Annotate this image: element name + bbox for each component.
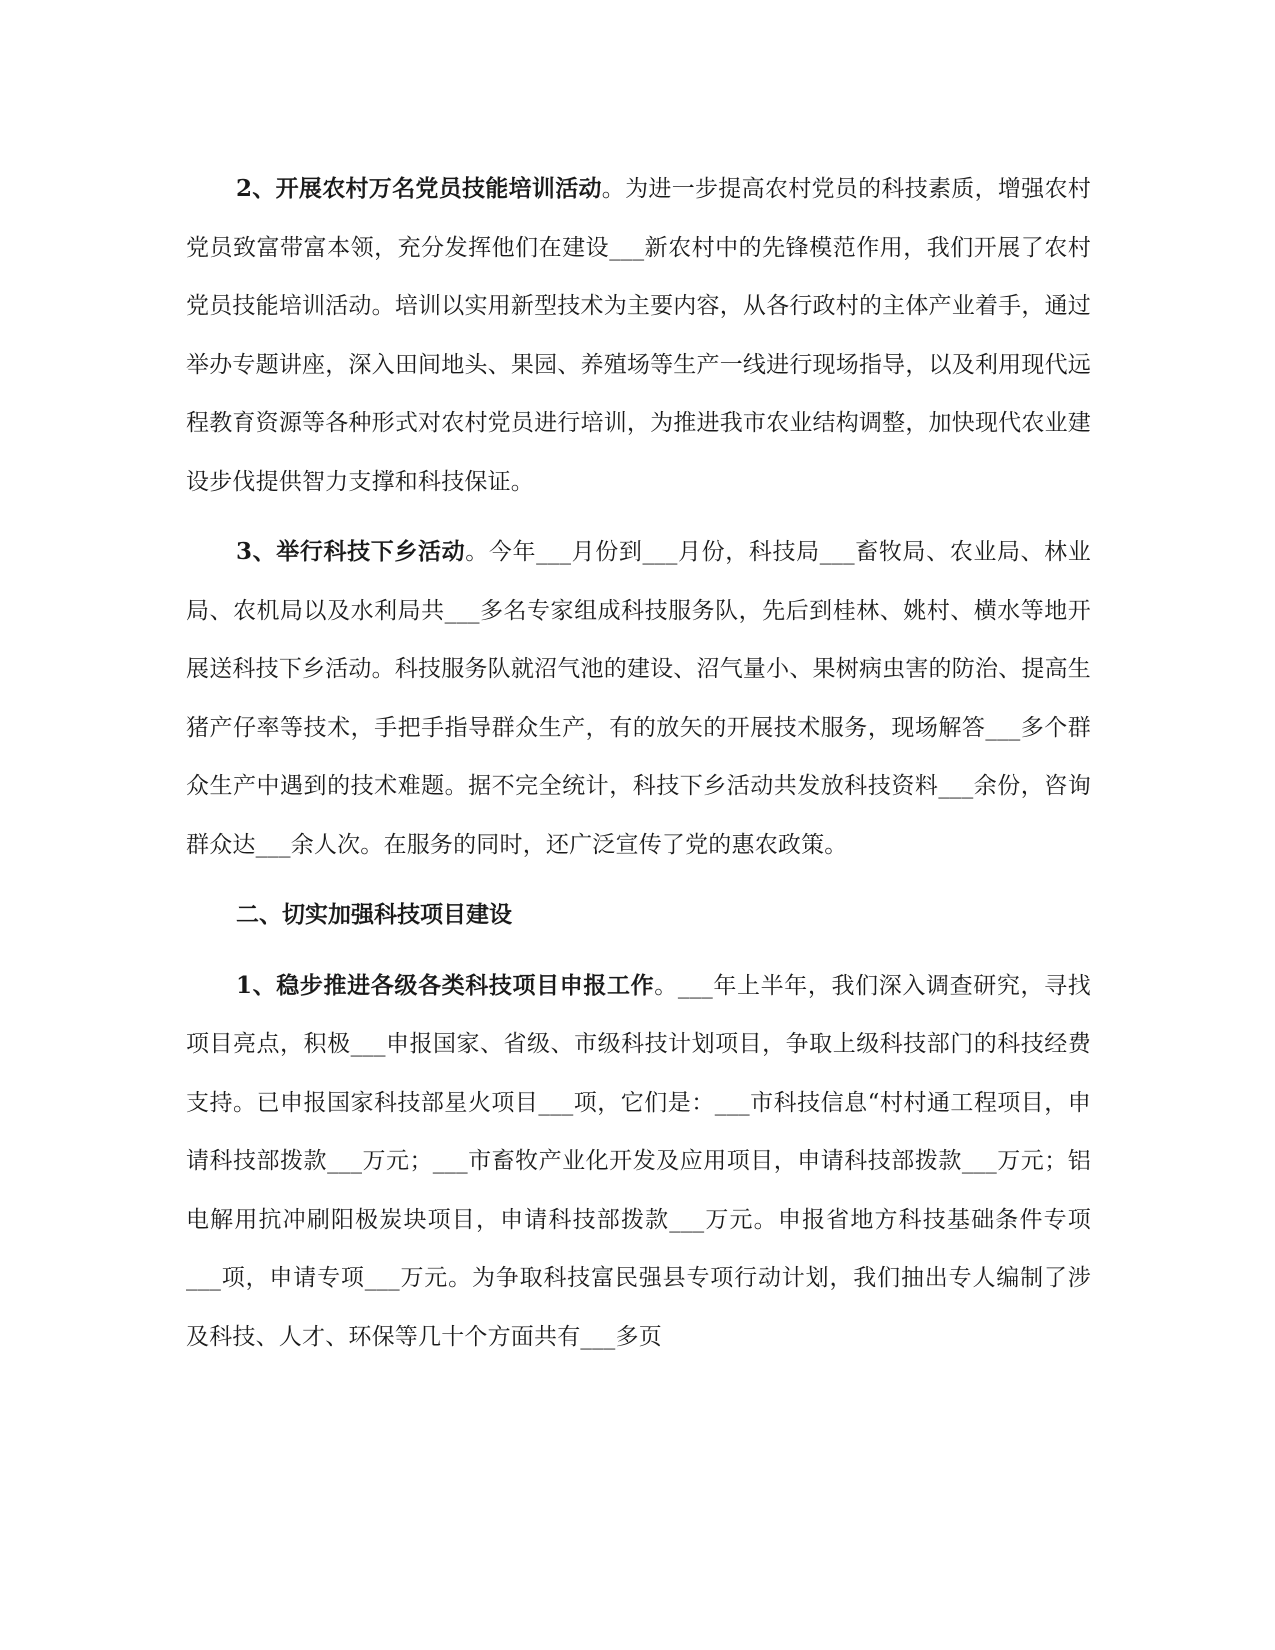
paragraph-tech-to-countryside	[186, 523, 1091, 874]
paragraph-text: 。今年___月份到___月份，科技局___畜牧局、农业局、林业局、农机局以及水利局共___多名专家组成科技服务队，先后到桂林、姚村、横水等地开展送科技下乡活动。科技服务队就沼气池的建设、沼气量小、果树病虫害的防治、提高生猪产仔率等技术，手把手指导群众生产，有的放矢的开展技术服务，现场解答___多个群众生产中遇到的技术难题。据不完全统计，科技下乡活动共发放科技资料___余份，咨询群众达___余人次。在服务的同时，还广泛宣传了党的惠农政策。	[186, 539, 1091, 858]
paragraph-text: 。为进一步提高农村党员的科技素质，增强农村党员致富带富本领，充分发挥他们在建设___新农村中的先锋模范作用，我们开展了农村党员技能培训活动。培训以实用新型技术为主要内容，从各行政村的主体产业着手，通过举办专题讲座，深入田间地头、果园、养殖场等生产一线进行现场指导，以及利用现代远程教育资源等各种形式对农村党员进行培训，为推进我市农业结构调整，加快现代农业建设步伐提供智力支撑和科技保证。	[186, 176, 1091, 495]
paragraph-text: 。___年上半年，我们深入调查研究，寻找项目亮点，积极___申报国家、省级、市级科技计划项目，争取上级科技部门的科技经费支持。已申报国家科技部星火项目___项，它们是：___市科技信息“村村通工程项目，申请科技部拨款___万元；___市畜牧产业化开发及应用项目，申请科技部拨款___万元；铝电解用抗冲刷阳极炭块项目，申请科技部拨款___万元。申报省地方科技基础条件专项___项，申请专项___万元。为争取科技富民强县专项行动计划，我们抽出专人编制了涉及科技、人才、环保等几十个方面共有___多页	[186, 972, 1091, 1350]
section-heading: 二、切实加强科技项目建设	[236, 901, 512, 928]
paragraph-lead: 1、稳步推进各级各类科技项目申报工作	[236, 971, 655, 999]
paragraph-lead: 3、举行科技下乡活动	[236, 538, 466, 565]
document-body	[186, 160, 1091, 1378]
paragraph-party-member-training	[186, 160, 1091, 511]
paragraph-lead: 2、开展农村万名党员技能培训活动	[236, 175, 602, 202]
paragraph-project-applications	[186, 957, 1091, 1367]
